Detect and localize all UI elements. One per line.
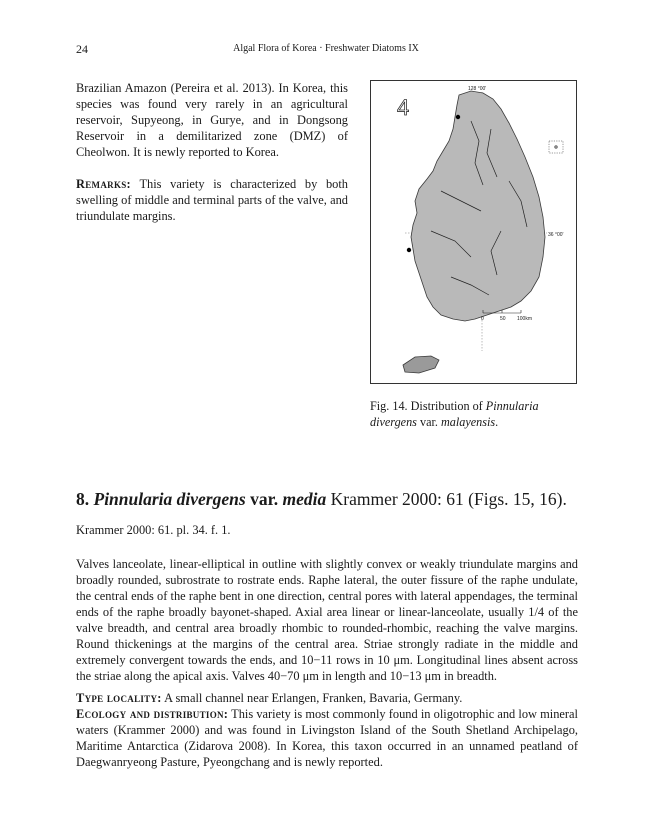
page-number: 24 <box>76 42 88 56</box>
description-text: Valves lanceolate, linear-elliptical in outline with slightly convex or weakly triundulate margins and broadly rounded, subrostrate to rostrate ends. Raphe lateral, the outer fissure of the raphe undulate, the central ends of the raphe bent in one direction, central pores with lateral appendages, the terminal ends of the raphe broadly bayonet-shaped. Axial area linear or linear-lanceolate, usually 1/4 of the valve breadth, and central area broadly rhombic to rounded-rhombic, reaching the valve margins. Round thickenings at the margins of the central area. Striae strongly radiate in the middle and extremely convergent towards the ends, and 10−11 rows in 10 μm. Longitudinal lines absent across the striae along the apical axis. Valves 40−70 μm in length and 10−13 μm in breadth. <box>76 557 578 683</box>
collection-site-dot <box>456 115 460 119</box>
ecology-label: Ecology and distribution: <box>76 707 229 721</box>
figure-caption <box>370 398 580 430</box>
remarks-paragraph <box>76 176 348 224</box>
section-variety: media <box>282 489 327 509</box>
scale-label-0: 0 <box>481 316 484 322</box>
latitude-label: 36 °00' <box>548 232 564 238</box>
section-heading <box>76 489 596 510</box>
jeju-island-shape <box>403 356 439 373</box>
caption-prefix: Fig. 14. Distribution of <box>370 399 486 413</box>
caption-var-label: var. <box>416 415 441 429</box>
section-var-label: var. <box>250 489 279 509</box>
caption-species: Pinnularia divergens <box>370 399 539 429</box>
remarks-label: Remarks: <box>76 177 131 191</box>
scale-label-100: 100km <box>517 316 533 322</box>
remarks-text: This variety is characterized by both swelling of middle and terminal parts of the valve, and triundulate margins. <box>76 177 348 223</box>
left-column <box>76 80 348 240</box>
distribution-map <box>370 80 577 384</box>
ecology-text: This variety is most commonly found in oligotrophic and low mineral waters (Krammer 2000) and was found in Livingston Island of the South Shetland Archipelago, Maritime Antarctica (Zidarova 2008). In Korea, this taxon occurred in an unnamed peatland of Daegwanryeong Pasture, Pyeongchang and is newly reported. <box>76 707 578 769</box>
description-paragraph <box>76 556 578 684</box>
citation: Krammer 2000: 61. pl. 34. f. 1. <box>76 523 231 537</box>
caption-variety: malayensis <box>440 415 496 429</box>
caption-end: . <box>495 415 499 429</box>
section-species: Pinnularia divergens <box>93 489 246 509</box>
intro-paragraph: Brazilian Amazon (Pereira et al. 2013). In Korea, this species was found very rarely in an agricultural reservoir, Supyeong, in Gurye, and in Dongsong Reservoir in a demilitarized zone (DMZ) of Cheolwon. It is newly reported to Korea. <box>76 81 348 159</box>
scale-label-50: 50 <box>500 316 506 322</box>
type-locality-label: Type locality: <box>76 691 162 705</box>
ecology-paragraph <box>76 706 578 770</box>
section-number: 8. <box>76 489 90 509</box>
running-head: Algal Flora of Korea · Freshwater Diatoms IX <box>233 43 419 54</box>
collection-site-dot <box>407 248 411 252</box>
map-number: 4 <box>397 95 410 120</box>
longitude-label: 128 °00' <box>468 86 487 92</box>
ulleungdo-island-shape <box>555 146 558 149</box>
section-author-ref: Krammer 2000: 61 (Figs. 15, 16). <box>330 489 567 509</box>
type-locality-paragraph <box>76 690 578 706</box>
type-locality-text: A small channel near Erlangen, Franken, Bavaria, Germany. <box>164 691 463 705</box>
korea-mainland-shape <box>411 91 545 321</box>
